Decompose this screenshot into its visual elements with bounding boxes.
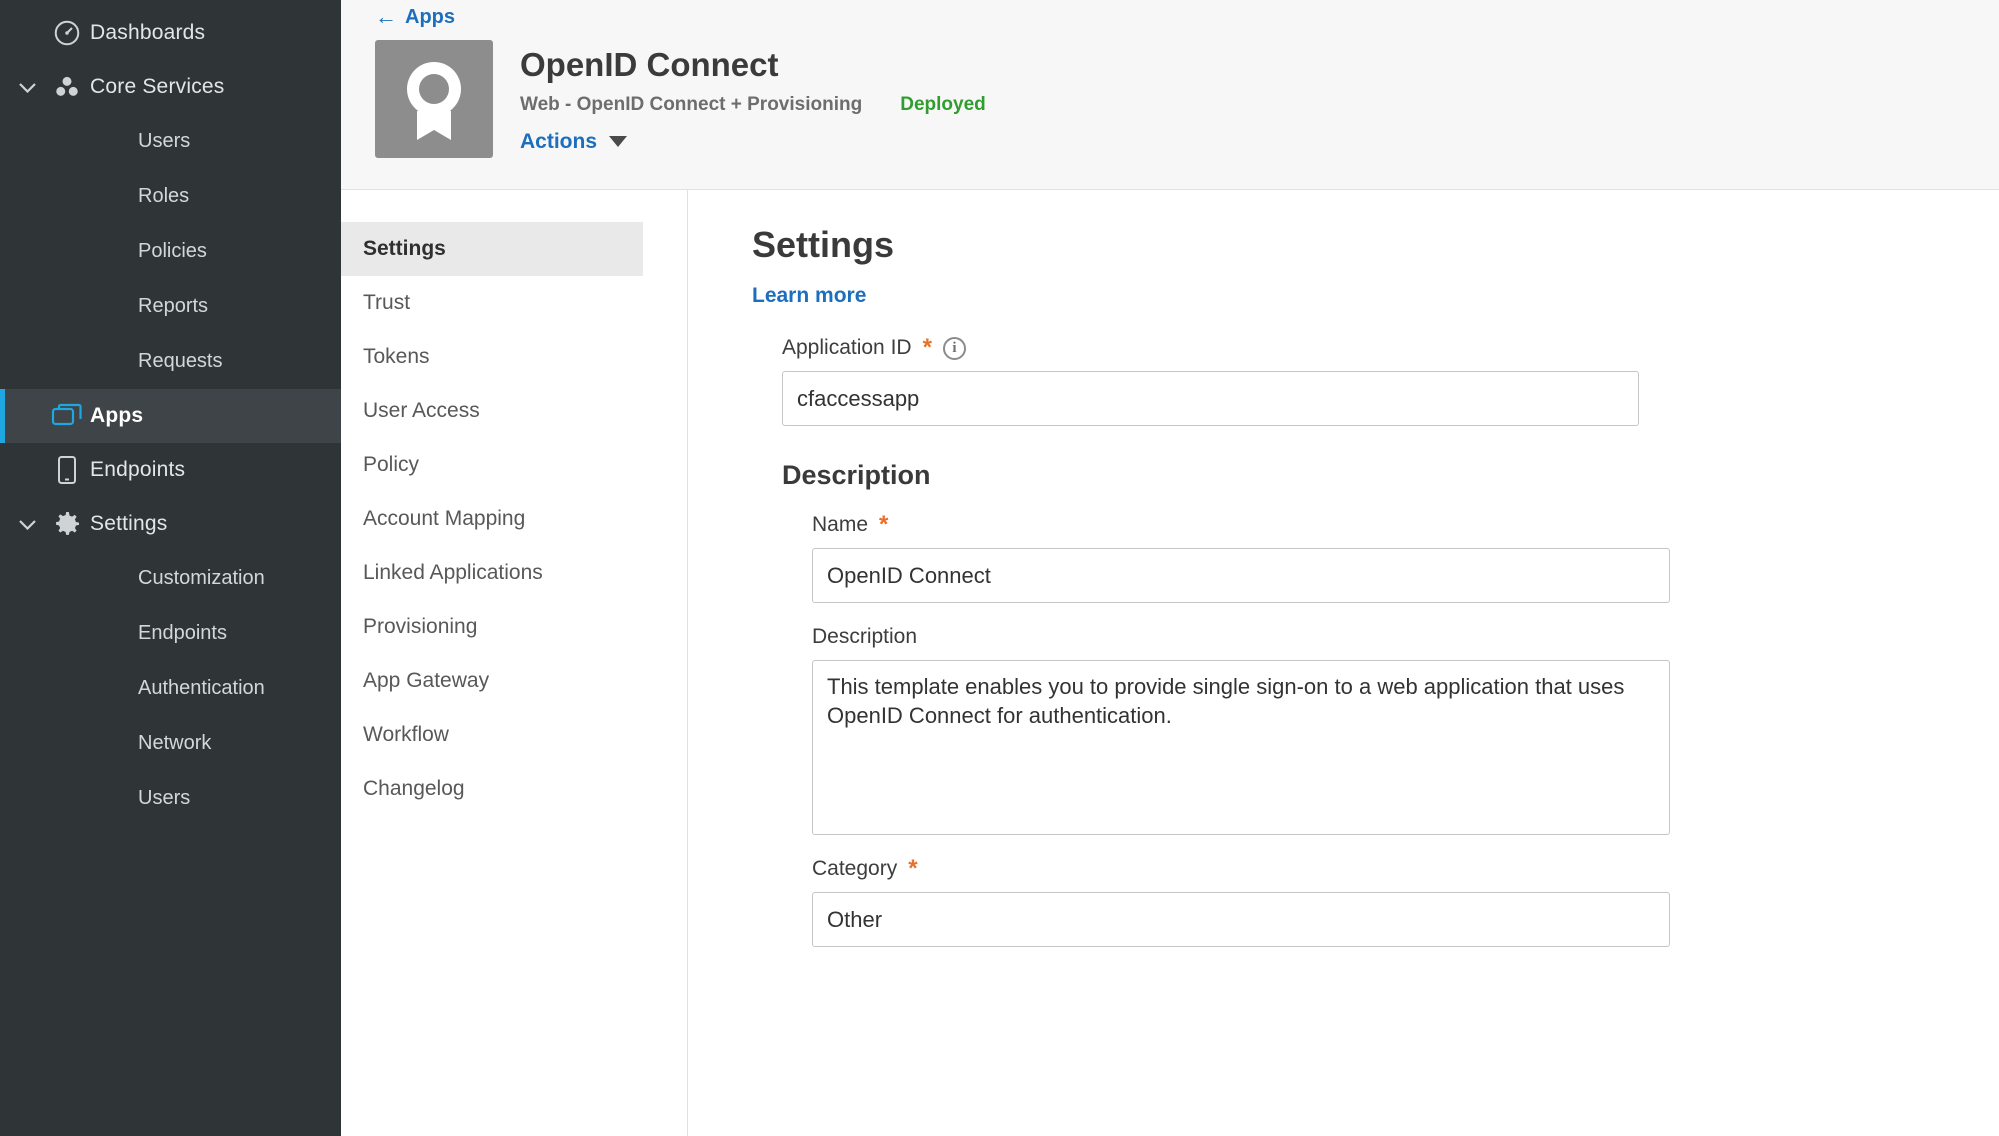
sidebar-item-settings-users[interactable] [0,771,341,826]
chevron-down-icon[interactable] [10,82,44,93]
chevron-down-icon [609,136,627,147]
sidebar-item-customization[interactable] [0,551,341,606]
award-ribbon-icon [375,40,493,158]
sidebar-item-label: Settings [90,512,168,535]
gear-icon [44,508,90,540]
app-header-bar [341,0,1999,190]
sidebar-item-reports[interactable] [0,279,341,334]
tab-tokens[interactable] [341,330,643,384]
sidebar-item-policies[interactable] [0,224,341,279]
tab-label: App Gateway [363,669,490,692]
tab-provisioning[interactable] [341,600,643,654]
tab-label: Tokens [363,345,430,368]
sidebar-item-label: Core Services [90,75,225,98]
description-label: Description [812,625,918,648]
application-id-input[interactable] [782,371,1639,426]
tab-user-access[interactable] [341,384,643,438]
body-area [341,190,1999,1136]
description-label-row [812,625,1999,649]
category-field [752,857,1999,947]
category-input[interactable] [812,892,1670,947]
apps-icon [44,403,90,429]
sidebar-item-requests[interactable] [0,334,341,389]
tab-label: Trust [363,291,411,314]
main-area [341,0,1999,1136]
status-badge: Deployed [900,93,986,115]
cloud-icon [44,72,90,102]
actions-label: Actions [520,129,598,153]
tab-app-gateway[interactable] [341,654,643,708]
application-id-label-row [782,336,1999,360]
tab-linked-applications[interactable] [341,546,643,600]
sidebar-item-label: Apps [90,404,144,427]
sidebar-item-settings-endpoints[interactable] [0,606,341,661]
sidebar-subitem-label: Policies [138,240,207,262]
app-subtitle-row [520,94,986,116]
sidebar-item-label: Dashboards [90,21,206,44]
tab-changelog[interactable] [341,762,643,816]
sidebar-subitem-label: Users [138,130,191,152]
info-icon[interactable]: i [943,337,966,360]
sidebar-subitem-label: Authentication [138,677,265,699]
tab-label: Account Mapping [363,507,526,530]
category-label-row [812,857,1999,881]
device-icon [44,455,90,485]
name-field [752,513,1999,603]
required-marker: * [922,334,932,361]
tab-label: User Access [363,399,480,422]
sidebar-item-roles[interactable] [0,169,341,224]
chevron-down-icon[interactable] [10,519,44,530]
sidebar-item-authentication[interactable] [0,661,341,716]
sidebar-item-core-services[interactable] [0,60,341,114]
tab-account-mapping[interactable] [341,492,643,546]
sidebar-subitem-label: Roles [138,185,190,207]
sidebar-item-label: Endpoints [90,458,186,481]
sidebar-subitem-label: Customization [138,567,265,589]
sidebar [0,0,341,1136]
description-field [752,625,1999,835]
sidebar-item-apps[interactable] [0,389,341,443]
sidebar-subitem-label: Endpoints [138,622,227,644]
tab-settings[interactable] [341,222,643,276]
application-id-label: Application ID [782,336,912,359]
name-label: Name [812,513,869,536]
back-link-label: Apps [405,5,455,28]
required-marker: * [879,511,889,538]
tab-label: Workflow [363,723,449,746]
name-input[interactable] [812,548,1670,603]
sidebar-item-dashboards[interactable] [0,6,341,60]
gauge-icon [44,18,90,48]
tab-policy[interactable] [341,438,643,492]
tab-workflow[interactable] [341,708,643,762]
section-title: Settings [752,224,895,265]
category-label: Category [812,857,898,880]
tab-label: Policy [363,453,420,476]
description-section-heading: Description [782,460,931,490]
sidebar-item-users[interactable] [0,114,341,169]
sidebar-subitem-label: Requests [138,350,223,372]
description-textarea[interactable] [812,660,1670,835]
sidebar-subitem-label: Users [138,787,191,809]
app-subtitle: Web - OpenID Connect + Provisioning [520,93,863,115]
sidebar-subitem-label: Network [138,732,212,754]
sidebar-item-network[interactable] [0,716,341,771]
settings-tab-list [341,190,688,1136]
name-label-row [812,513,1999,537]
back-to-apps-link[interactable] [375,0,1999,34]
settings-panel [688,190,1999,1136]
app-meta [520,40,986,154]
app-identity [375,40,1999,158]
tab-trust[interactable] [341,276,643,330]
page-title: OpenID Connect [520,46,779,83]
required-marker: * [908,855,918,882]
tab-label: Linked Applications [363,561,543,584]
learn-more-link[interactable]: Learn more [752,284,867,307]
tab-label: Changelog [363,777,465,800]
sidebar-subitem-label: Reports [138,295,209,317]
sidebar-item-settings[interactable] [0,497,341,551]
actions-menu-button[interactable] [520,130,986,154]
application-id-field [752,336,1999,426]
back-arrow-icon: ← [375,4,397,29]
sidebar-item-endpoints[interactable] [0,443,341,497]
tab-label: Provisioning [363,615,478,638]
tab-label: Settings [363,237,446,260]
